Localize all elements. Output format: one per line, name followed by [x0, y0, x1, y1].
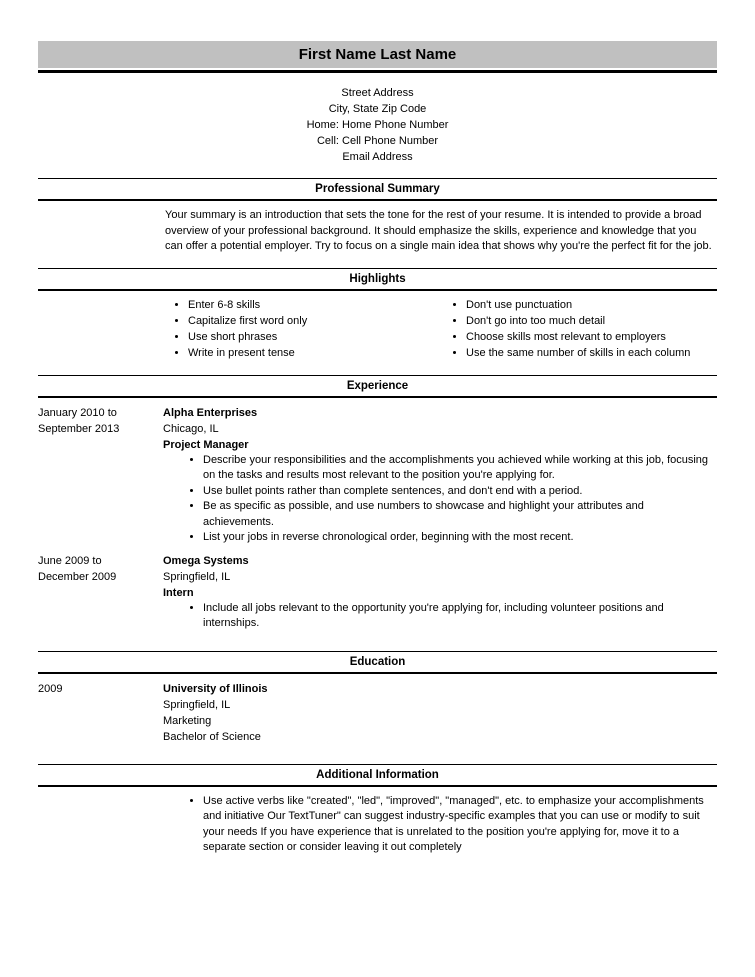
job-bullet-list — [163, 453, 717, 546]
job-bullet: • List your jobs in reverse chronological order, beginning with the most recent. — [203, 530, 717, 546]
highlight-item: • Use the same number of skills in each column — [466, 345, 717, 361]
highlights-left-list — [168, 297, 446, 361]
summary-text: Your summary is an introduction that sets the tone for the rest of your resume. It is intended to provide a broad overview of your professional background. It should emphasize the skills, experience and knowledge that you can offer a potential employer. Try to focus on a single main idea that shows why you're the perfect fit for the job. — [165, 209, 712, 252]
section-header-highlights — [38, 268, 717, 291]
section-header-additional-information — [38, 764, 717, 787]
job-details — [163, 405, 717, 546]
highlight-item: • Enter 6-8 skills — [188, 297, 446, 313]
contact-street: Street Address — [341, 87, 414, 99]
contact-city: City, State Zip Code — [328, 103, 427, 115]
highlight-item: • Don't use punctuation — [466, 297, 717, 313]
job-dates: June 2009 to December 2009 — [38, 554, 117, 583]
highlight-item: • Use short phrases — [188, 329, 446, 345]
highlight-item: • Don't go into too much detail — [466, 313, 717, 329]
section-header-professional-summary — [38, 178, 717, 201]
job-company: Alpha Enterprises — [163, 406, 258, 419]
highlight-item: • Choose skills most relevant to employers — [466, 329, 717, 345]
experience-entry-2 — [38, 553, 717, 632]
name-header-bar — [38, 41, 717, 68]
job-bullet: • Use bullet points rather than complete sentences, and don't end with a period. — [203, 484, 717, 500]
job-location: Springfield, IL — [163, 570, 231, 583]
education-year: 2009 — [38, 682, 63, 695]
experience-entry-1 — [38, 405, 717, 546]
job-dates: January 2010 to September 2013 — [38, 406, 120, 435]
full-name: First Name Last Name — [298, 46, 457, 63]
highlights-columns — [168, 297, 717, 361]
rule-below-highlights — [38, 289, 717, 291]
education-location: Springfield, IL — [163, 698, 231, 711]
highlight-item: • Write in present tense — [188, 345, 446, 361]
rule-below-experience — [38, 396, 717, 398]
header-rule — [38, 70, 717, 73]
experience-title: Experience — [346, 379, 409, 392]
highlight-item: • Capitalize first word only — [188, 313, 446, 329]
contact-home-phone: Home: Home Phone Number — [306, 119, 449, 131]
section-header-education — [38, 651, 717, 674]
additional-bullet-list — [163, 794, 717, 856]
education-major: Marketing — [163, 714, 212, 727]
job-bullet: • Be as specific as possible, and use numbers to showcase and highlight your attributes and achievements. — [203, 499, 717, 530]
job-company: Omega Systems — [163, 554, 249, 567]
contact-block — [38, 85, 717, 165]
job-bullet-list — [163, 601, 717, 632]
highlights-right-list — [446, 297, 717, 361]
section-header-experience — [38, 375, 717, 398]
education-degree: Bachelor of Science — [163, 730, 261, 743]
contact-email: Email Address — [342, 151, 413, 163]
rule-below-summary — [38, 199, 717, 201]
job-location: Chicago, IL — [163, 422, 219, 435]
rule-below-education — [38, 672, 717, 674]
rule-below-additional — [38, 785, 717, 787]
education-school: University of Illinois — [163, 682, 268, 695]
education-details — [163, 681, 717, 745]
highlights-title: Highlights — [349, 272, 406, 285]
job-role: Project Manager — [163, 438, 249, 451]
job-details — [163, 553, 717, 632]
additional-bullet: • Use active verbs like "created", "led", "improved", "managed", etc. to emphasize your accomplishments and initiative Our TextTuner" can suggest industry-specific examples that you can use or modify to suit your needs If you have experience that is unrelated to the position you're applying for, move it to a separate section or consider leaving it out completely — [203, 794, 717, 856]
education-title: Education — [349, 655, 406, 668]
job-bullet: • Describe your responsibilities and the accomplishments you achieved while working at this job, focusing on the tasks and results most relevant to the position you're applying for. — [203, 453, 717, 484]
job-bullet: • Include all jobs relevant to the opportunity you're applying for, including volunteer positions and internships. — [203, 601, 717, 632]
job-role: Intern — [163, 586, 194, 599]
additional-title: Additional Information — [316, 768, 439, 781]
education-entry-1 — [38, 681, 717, 745]
contact-cell-phone: Cell: Cell Phone Number — [316, 135, 439, 147]
summary-title: Professional Summary — [315, 183, 440, 195]
